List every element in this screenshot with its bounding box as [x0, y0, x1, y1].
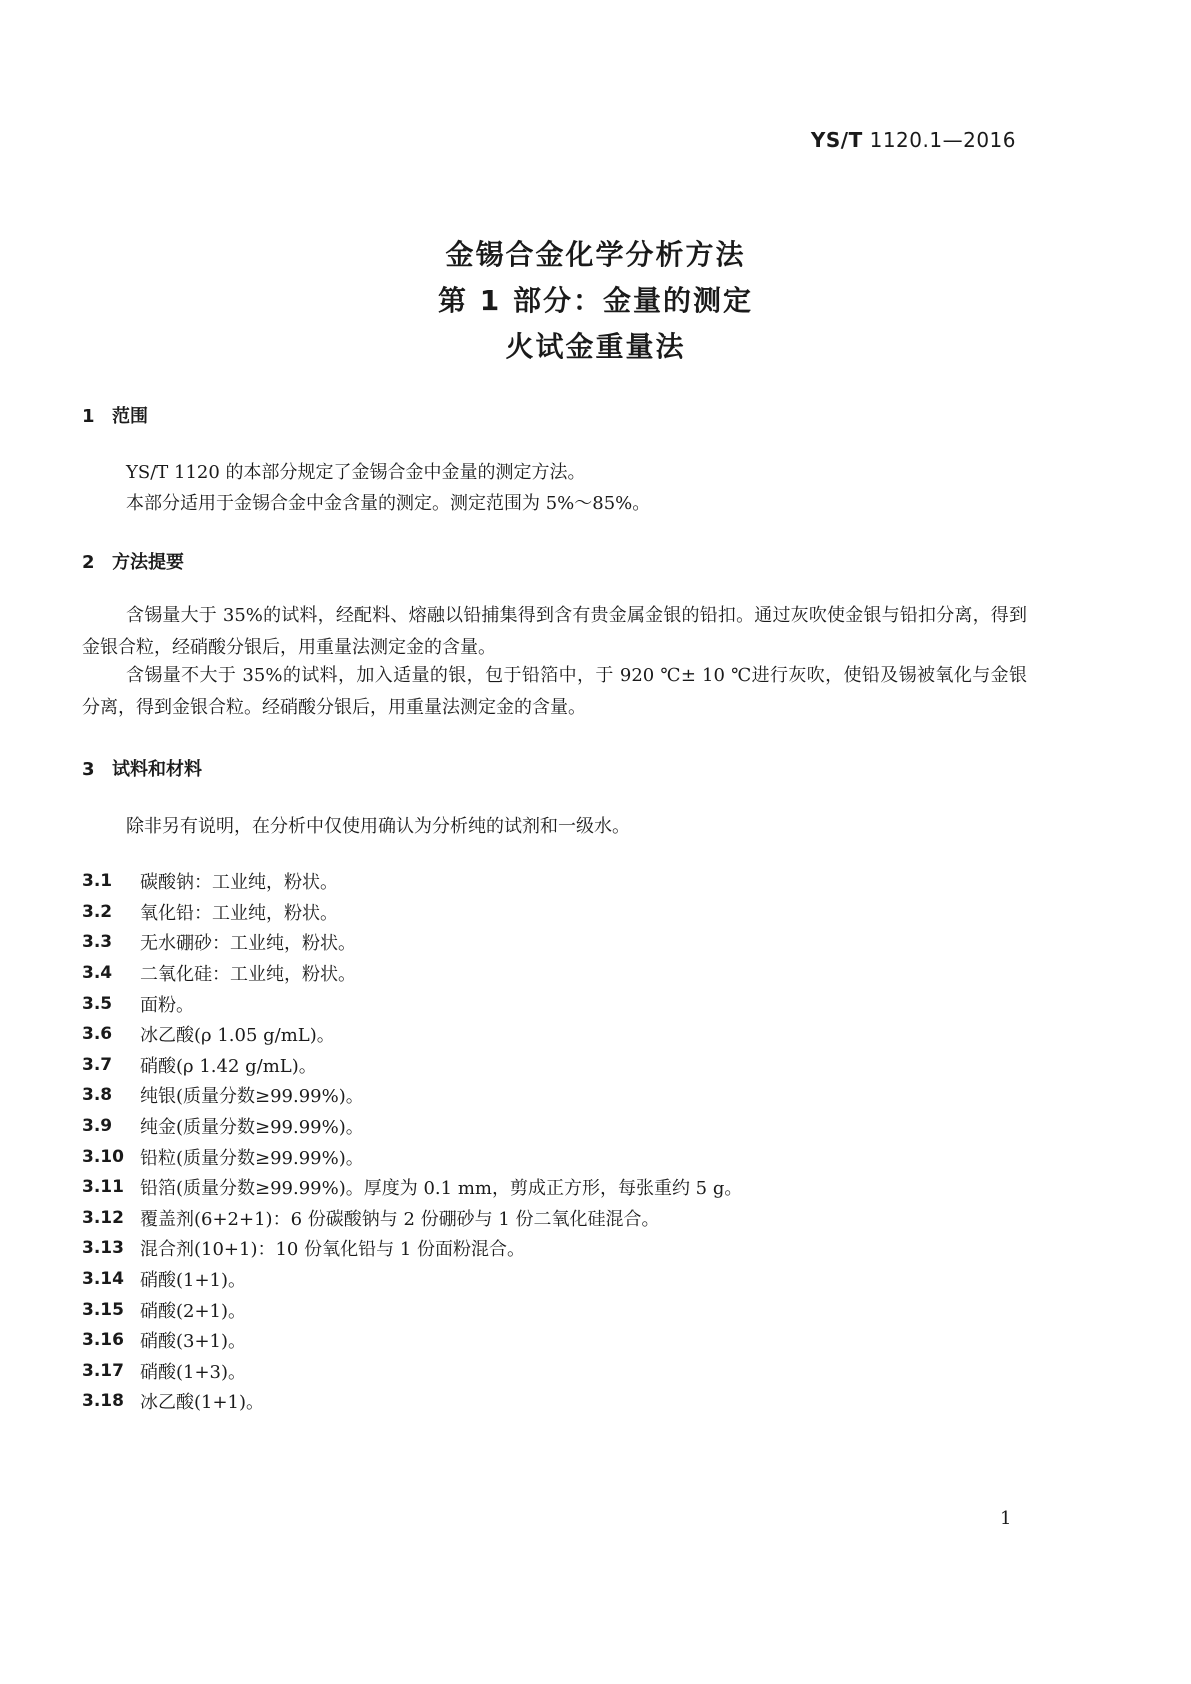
section-1-title: 范围 — [112, 406, 148, 427]
item-number: 3.10 — [82, 1146, 124, 1167]
list-item — [82, 866, 742, 897]
title-line-2: 第 1 部分：金量的测定 — [438, 284, 753, 317]
item-number: 3.4 — [82, 963, 113, 984]
item-text: 铅粒(质量分数≥99.99%)。 — [140, 1147, 364, 1169]
item-text: 纯金(质量分数≥99.99%)。 — [140, 1117, 364, 1139]
list-item — [82, 1019, 742, 1050]
list-item — [82, 1141, 742, 1172]
item-text: 无水硼砂：工业纯，粉状。 — [140, 933, 356, 955]
page-number: 1 — [1000, 1508, 1012, 1529]
section-1-line-2: 本部分适用于金锡合金中金含量的测定。测定范围为 5%～85%。 — [126, 493, 651, 514]
item-text: 冰乙酸(ρ 1.05 g/mL)。 — [140, 1025, 335, 1047]
list-item — [82, 1111, 742, 1142]
section-3-title: 试料和材料 — [112, 759, 202, 780]
section-1-line-1: YS/T 1120 的本部分规定了金锡合金中金量的测定方法。 — [126, 462, 586, 483]
list-item — [82, 1294, 742, 1325]
item-number: 3.6 — [82, 1024, 113, 1045]
item-text: 混合剂(10+1)：10 份氧化铅与 1 份面粉混合。 — [140, 1239, 526, 1261]
list-item — [82, 988, 742, 1019]
item-text: 二氧化硅：工业纯，粉状。 — [140, 964, 356, 986]
item-number: 3.11 — [82, 1177, 124, 1198]
item-number: 3.17 — [82, 1360, 124, 1381]
section-2-paragraph-2: 含锡量不大于 35%的试料，加入适量的银，包于铅箔中，于 920 ℃± 10 ℃进行灰吹，使铅及锡被氧化与金银分离，得到金银合粒。经硝酸分银后，用重量法测定金的含量。 — [82, 665, 1027, 718]
section-1-number: 1 — [82, 406, 95, 427]
item-text: 硝酸(ρ 1.42 g/mL)。 — [140, 1055, 317, 1077]
list-item — [82, 1264, 742, 1295]
item-number: 3.16 — [82, 1330, 124, 1351]
item-number: 3.5 — [82, 993, 113, 1014]
list-item — [82, 927, 742, 958]
materials-list — [82, 866, 742, 1417]
item-text: 硝酸(1+1)。 — [140, 1270, 247, 1292]
list-item — [82, 1203, 742, 1234]
item-number: 3.13 — [82, 1238, 124, 1259]
section-3-number: 3 — [82, 759, 95, 780]
item-number: 3.7 — [82, 1054, 113, 1075]
item-text: 铅箔(质量分数≥99.99%)。厚度为 0.1 mm，剪成正方形，每张重约 5 g。 — [140, 1178, 743, 1200]
item-number: 3.1 — [82, 871, 113, 892]
section-2-number: 2 — [82, 552, 95, 573]
item-text: 纯银(质量分数≥99.99%)。 — [140, 1086, 364, 1108]
item-text: 氧化铅：工业纯，粉状。 — [140, 902, 338, 924]
section-3-heading — [82, 755, 202, 781]
standard-code — [811, 128, 1016, 152]
item-number: 3.12 — [82, 1207, 124, 1228]
item-text: 覆盖剂(6+2+1)：6 份碳酸钠与 2 份硼砂与 1 份二氧化硅混合。 — [140, 1208, 660, 1230]
item-text: 面粉。 — [140, 994, 194, 1016]
list-item — [82, 1080, 742, 1111]
document-title — [0, 232, 1191, 370]
item-text: 硝酸(1+3)。 — [140, 1361, 247, 1383]
standard-code-prefix: YS/T — [810, 128, 863, 152]
section-3-intro: 除非另有说明，在分析中仅使用确认为分析纯的试剂和一级水。 — [126, 816, 630, 837]
list-item — [82, 897, 742, 928]
item-number: 3.8 — [82, 1085, 113, 1106]
list-item — [82, 1325, 742, 1356]
title-line-3: 火试金重量法 — [505, 330, 686, 363]
item-number: 3.14 — [82, 1269, 124, 1290]
item-number: 3.2 — [82, 901, 113, 922]
list-item — [82, 958, 742, 989]
title-line-1: 金锡合金化学分析方法 — [445, 238, 746, 271]
item-number: 3.18 — [82, 1391, 124, 1412]
section-2-heading — [82, 548, 184, 574]
standard-code-number: 1120.1—2016 — [869, 128, 1016, 152]
section-2-paragraph-1: 含锡量大于 35%的试料，经配料、熔融以铅捕集得到含有贵金属金银的铅扣。通过灰吹使金银与铅扣分离，得到金银合粒，经硝酸分银后，用重量法测定金的含量。 — [82, 605, 1027, 658]
list-item — [82, 1233, 742, 1264]
item-text: 冰乙酸(1+1)。 — [140, 1392, 265, 1414]
list-item — [82, 1172, 742, 1203]
list-item — [82, 1356, 742, 1387]
list-item — [82, 1050, 742, 1081]
item-number: 3.3 — [82, 932, 113, 953]
item-number: 3.9 — [82, 1116, 113, 1137]
section-2-title: 方法提要 — [112, 552, 184, 573]
item-number: 3.15 — [82, 1299, 124, 1320]
list-item — [82, 1386, 742, 1417]
item-text: 碳酸钠：工业纯，粉状。 — [140, 872, 338, 894]
item-text: 硝酸(2+1)。 — [140, 1300, 247, 1322]
item-text: 硝酸(3+1)。 — [140, 1331, 247, 1353]
section-1-heading — [82, 402, 148, 428]
